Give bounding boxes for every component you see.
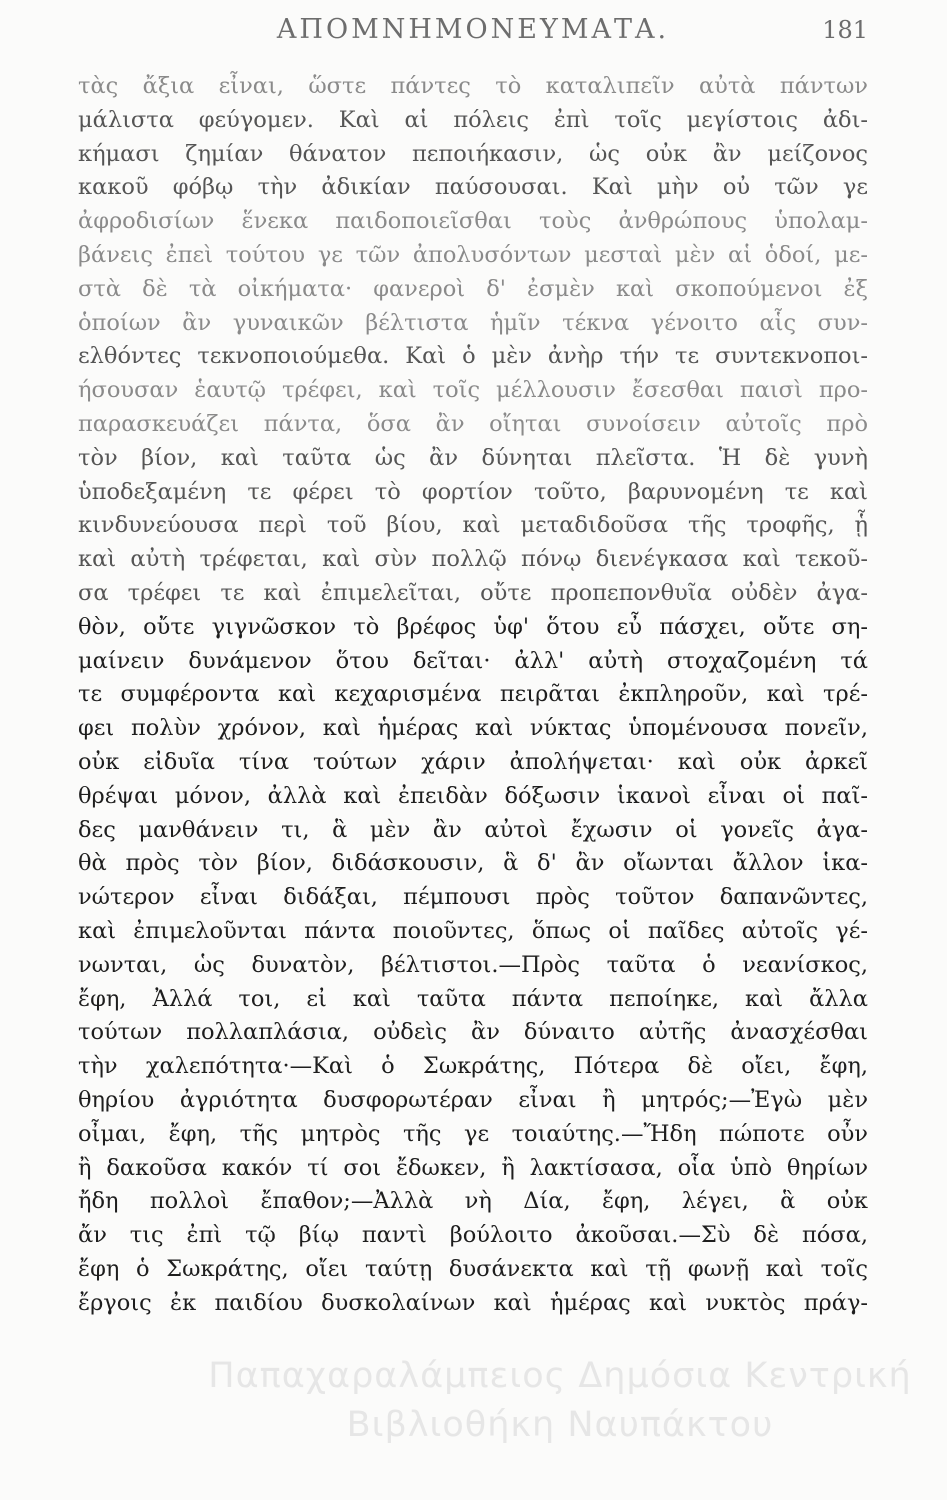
library-watermark-line2: Βιβλιοθήκη Ναυπάκτου: [346, 1405, 774, 1445]
text-line: σα τρέφει τε καὶ ἐπιμελεῖται, οὔτε προπεπονθυῖα οὐδὲν ἀγα-: [78, 579, 868, 606]
library-watermark-line1: Παπαχαραλάμπειος Δημόσια Κεντρική: [208, 1356, 912, 1396]
text-line: τὰς ἄξια εἶναι, ὥστε πάντες τὸ καταλιπεῖν αὐτὰ πάντων: [78, 73, 868, 99]
text-line: νωνται, ὡς δυνατὸν, βέλτιστοι.—Πρὸς ταῦτα ὁ νεανίσκος,: [78, 951, 868, 978]
text-line: ἄν τις ἐπὶ τῷ βίῳ παντὶ βούλοιτο ἀκοῦσαι.—Σὺ δὲ πόσα,: [78, 1222, 868, 1249]
text-line: τὸν βίον, καὶ ταῦτα ὡς ἂν δύνηται πλεῖστα. Ἡ δὲ γυνὴ: [78, 444, 868, 471]
text-line: τὴν χαλεπότητα·—Καὶ ὁ Σωκράτης, Πότερα δὲ οἴει, ἔφη,: [78, 1053, 868, 1080]
text-line: μάλιστα φεύγομεν. Καὶ αἱ πόλεις ἐπὶ τοῖς μεγίστοις ἀδι-: [78, 106, 868, 133]
text-line: ἢ δακοῦσα κακόν τί σοι ἔδωκεν, ἢ λακτίσασα, οἷα ὑπὸ θηρίων: [78, 1154, 868, 1181]
text-line: θρέψαι μόνον, ἀλλὰ καὶ ἐπειδὰν δόξωσιν ἱκανοὶ εἶναι οἱ παῖ-: [78, 782, 868, 809]
text-line: κακοῦ φόβῳ τὴν ἀδικίαν παύσουσαι. Καὶ μὴν οὐ τῶν γε: [78, 174, 868, 201]
text-line: κινδυνεύουσα περὶ τοῦ βίου, καὶ μεταδιδοῦσα τῆς τροφῆς, ᾗ: [78, 512, 868, 539]
text-line: δες μανθάνειν τι, ἃ μὲν ἂν αὐτοὶ ἔχωσιν οἱ γονεῖς ἀγα-: [78, 816, 868, 843]
text-line: κήμασι ζημίαν θάνατον πεποιήκασιν, ὡς οὐκ ἂν μείζονος: [78, 140, 868, 167]
text-line: ἤδη πολλοὶ ἔπαθον;—Ἀλλὰ νὴ Δία, ἔφη, λέγει, ἃ οὐκ: [78, 1188, 868, 1215]
text-line: στὰ δὲ τὰ οἰκήματα· φανεροὶ δ' ἐσμὲν καὶ σκοπούμενοι ἐξ: [78, 275, 868, 302]
page-number: 181: [822, 16, 868, 44]
text-line: ελθόντες τεκνοποιούμεθα. Καὶ ὁ μὲν ἀνὴρ τήν τε συντεκνοποι-: [78, 343, 868, 370]
text-line: ἔφη, Ἀλλά τοι, εἰ καὶ ταῦτα πάντα πεποίηκε, καὶ ἄλλα: [78, 985, 868, 1012]
text-line: νώτερον εἶναι διδάξαι, πέμπουσι πρὸς τοῦτον δαπανῶντες,: [78, 884, 868, 911]
text-line: θηρίου ἀγριότητα δυσφορωτέραν εἶναι ἢ μητρός;—Ἐγὼ μὲν: [78, 1086, 868, 1113]
text-line: τε συμφέροντα καὶ κεχαρισμένα πειρᾶται ἐκπληροῦν, καὶ τρέ-: [78, 681, 868, 708]
text-line: παρασκευάζει πάντα, ὅσα ἂν οἴηται συνοίσειν αὐτοῖς πρὸ: [78, 410, 868, 437]
text-line: καὶ αὐτὴ τρέφεται, καὶ σὺν πολλῷ πόνῳ διενέγκασα καὶ τεκοῦ-: [78, 546, 868, 573]
text-line: ἀφροδισίων ἕνεκα παιδοποιεῖσθαι τοὺς ἀνθρώπους ὑπολαμ-: [78, 208, 868, 235]
text-line: ὁποίων ἂν γυναικῶν βέλτιστα ἡμῖν τέκνα γένοιτο αἷς συν-: [78, 309, 868, 336]
text-line: μαίνειν δυνάμενον ὅτου δεῖται· ἀλλ' αὐτὴ στοχαζομένη τά: [78, 647, 868, 674]
text-line: ἔφη ὁ Σωκράτης, οἴει ταύτῃ δυσάνεκτα καὶ τῇ φωνῇ καὶ τοῖς: [78, 1255, 868, 1282]
text-line: οὐκ εἰδυῖα τίνα τούτων χάριν ἀπολήψεται· καὶ οὐκ ἀρκεῖ: [78, 748, 868, 775]
text-line: φει πολὺν χρόνον, καὶ ἡμέρας καὶ νύκτας ὑπομένουσα πονεῖν,: [78, 715, 868, 742]
body-text: [78, 70, 868, 1320]
text-line: ήσουσαν ἑαυτῷ τρέφει, καὶ τοῖς μέλλουσιν ἔσεσθαι παισὶ προ-: [78, 377, 868, 404]
text-line: ὑποδεξαμένη τε φέρει τὸ φορτίον τοῦτο, βαρυνομένη τε καὶ: [78, 478, 868, 505]
text-line: ἔργοις ἐκ παιδίου δυσκολαίνων καὶ ἡμέρας καὶ νυκτὸς πράγ-: [78, 1289, 868, 1316]
text-line: θὸν, οὔτε γιγνῶσκον τὸ βρέφος ὑφ' ὅτου εὖ πάσχει, οὔτε ση-: [78, 613, 868, 640]
text-line: θὰ πρὸς τὸν βίον, διδάσκουσιν, ἃ δ' ἂν οἴωνται ἄλλον ἱκα-: [78, 850, 868, 877]
running-head: ΑΠΟΜΝΗΜΟΝΕΥΜΑΤΑ.: [276, 14, 670, 45]
text-line: βάνεις ἐπεὶ τούτου γε τῶν ἀπολυσόντων μεσταὶ μὲν αἱ ὁδοί, με-: [78, 241, 868, 268]
text-line: καὶ ἐπιμελοῦνται πάντα ποιοῦντες, ὅπως οἱ παῖδες αὐτοῖς γέ-: [78, 917, 868, 944]
text-line: τούτων πολλαπλάσια, οὐδεὶς ἂν δύναιτο αὐτῆς ἀνασχέσθαι: [78, 1019, 868, 1046]
text-line: οἶμαι, ἔφη, τῆς μητρὸς τῆς γε τοιαύτης.—Ἤδη πώποτε οὖν: [78, 1120, 868, 1147]
page-header: [78, 14, 868, 54]
